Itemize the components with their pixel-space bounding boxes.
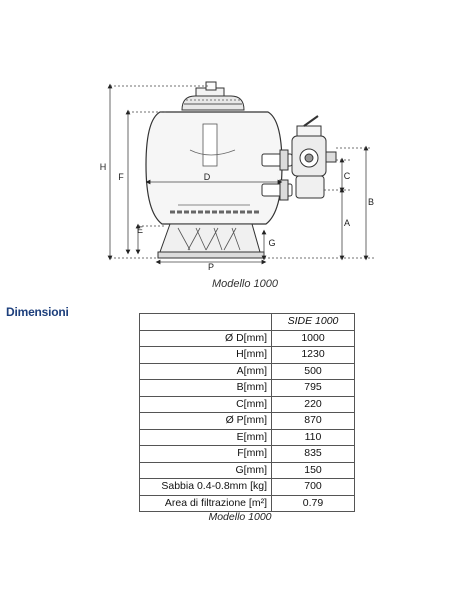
- filter-technical-drawing: [0, 0, 470, 300]
- dim-label-b: B: [367, 197, 375, 207]
- table-row: [140, 479, 355, 496]
- dim-label-d: D: [203, 172, 211, 182]
- dim-label-p: P: [207, 262, 215, 272]
- row-value: 150: [272, 462, 355, 479]
- table-row: [140, 330, 355, 347]
- row-value: 1000: [272, 330, 355, 347]
- row-value: 0.79: [272, 495, 355, 512]
- table-row: [140, 462, 355, 479]
- table-header-row: [140, 314, 355, 331]
- table-row: [140, 380, 355, 397]
- row-label: Ø D[mm]: [140, 330, 272, 347]
- figure-caption: Modello 1000: [211, 278, 279, 290]
- row-label: Area di filtrazione [m²]: [140, 495, 272, 512]
- row-value: 220: [272, 396, 355, 413]
- row-value: 1230: [272, 347, 355, 364]
- table-header-blank: [140, 314, 272, 331]
- table-row: [140, 446, 355, 463]
- filter-tank: [146, 112, 282, 224]
- row-label: A[mm]: [140, 363, 272, 380]
- dimensions-table: [139, 313, 355, 512]
- dim-label-f: F: [118, 172, 124, 182]
- table-row: [140, 363, 355, 380]
- row-label: H[mm]: [140, 347, 272, 364]
- section-title: Dimensioni: [6, 305, 69, 319]
- dim-label-e: E: [136, 225, 144, 235]
- table-column-header: SIDE 1000: [272, 314, 355, 331]
- row-label: Ø P[mm]: [140, 413, 272, 430]
- table-row: [140, 429, 355, 446]
- row-label: F[mm]: [140, 446, 272, 463]
- row-value: 700: [272, 479, 355, 496]
- row-label: G[mm]: [140, 462, 272, 479]
- table-row: [140, 347, 355, 364]
- dim-label-g: G: [268, 238, 276, 248]
- row-value: 500: [272, 363, 355, 380]
- dim-label-c: C: [343, 171, 351, 181]
- table-row: [140, 495, 355, 512]
- row-label: B[mm]: [140, 380, 272, 397]
- row-value: 870: [272, 413, 355, 430]
- table-row: [140, 413, 355, 430]
- row-label: C[mm]: [140, 396, 272, 413]
- row-value: 110: [272, 429, 355, 446]
- dim-label-a: A: [343, 218, 351, 228]
- row-label: E[mm]: [140, 429, 272, 446]
- table-row: [140, 396, 355, 413]
- row-value: 835: [272, 446, 355, 463]
- row-label: Sabbia 0.4-0.8mm [kg]: [140, 479, 272, 496]
- dim-label-h: H: [99, 162, 107, 172]
- multiport-valve: [292, 116, 336, 198]
- filter-base: [158, 224, 264, 258]
- row-value: 795: [272, 380, 355, 397]
- table-caption: Modello 1000: [208, 511, 272, 523]
